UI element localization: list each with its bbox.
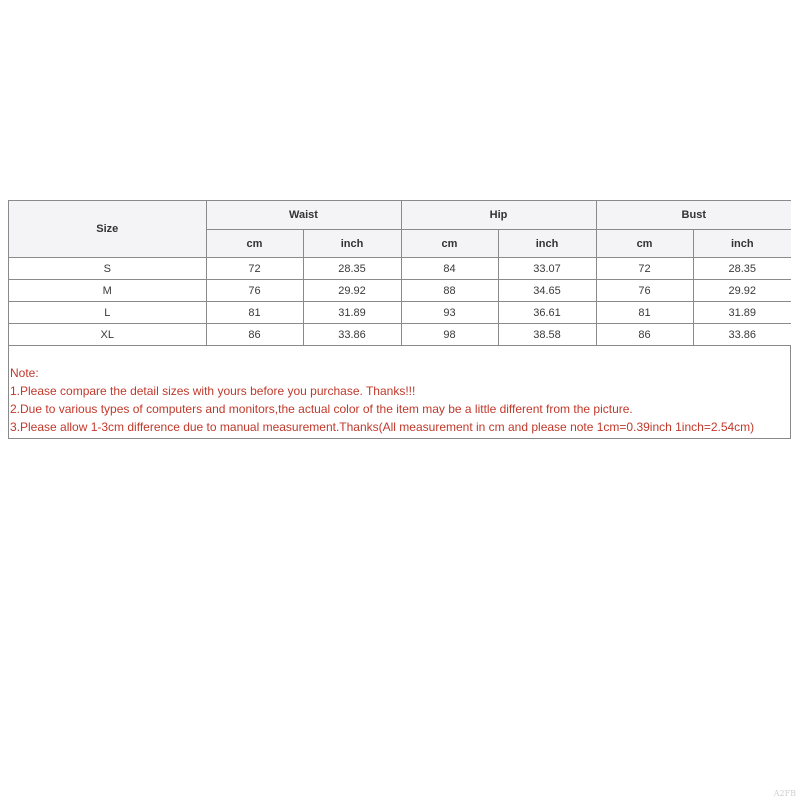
size-column-header: Size xyxy=(9,201,206,258)
table-row xyxy=(9,324,791,346)
waist-inch-cell: 31.89 xyxy=(303,302,401,324)
size-cell: L xyxy=(9,302,206,324)
bust-cm-header: cm xyxy=(596,230,693,258)
bust-inch-cell: 29.92 xyxy=(693,280,791,302)
hip-cm-header: cm xyxy=(401,230,498,258)
table-row xyxy=(9,258,791,280)
bust-header: Bust xyxy=(596,201,791,230)
hip-cm-cell: 98 xyxy=(401,324,498,346)
table-row xyxy=(9,302,791,324)
hip-inch-cell: 33.07 xyxy=(498,258,596,280)
watermark: A2FB xyxy=(773,789,796,798)
bust-cm-cell: 81 xyxy=(596,302,693,324)
note-line: 3.Please allow 1-3cm difference due to manual measurement.Thanks(All measurement in cm and please note 1cm=0.39inch 1inch=2.54cm) xyxy=(10,420,755,434)
hip-inch-header: inch xyxy=(498,230,596,258)
hip-header: Hip xyxy=(401,201,596,230)
waist-inch-header: inch xyxy=(303,230,401,258)
notes-title: Note: xyxy=(10,366,39,380)
waist-inch-cell: 28.35 xyxy=(303,258,401,280)
waist-header: Waist xyxy=(206,201,401,230)
size-table xyxy=(9,201,791,346)
bust-inch-cell: 31.89 xyxy=(693,302,791,324)
bust-inch-cell: 33.86 xyxy=(693,324,791,346)
hip-cm-cell: 88 xyxy=(401,280,498,302)
size-cell: XL xyxy=(9,324,206,346)
bust-cm-cell: 76 xyxy=(596,280,693,302)
size-chart xyxy=(8,200,791,439)
waist-cm-header: cm xyxy=(206,230,303,258)
notes-section xyxy=(9,346,790,438)
size-cell: M xyxy=(9,280,206,302)
bust-inch-header: inch xyxy=(693,230,791,258)
size-cell: S xyxy=(9,258,206,280)
hip-inch-cell: 36.61 xyxy=(498,302,596,324)
hip-inch-cell: 34.65 xyxy=(498,280,596,302)
waist-cm-cell: 81 xyxy=(206,302,303,324)
note-line: 1.Please compare the detail sizes with yours before you purchase. Thanks!!! xyxy=(10,384,416,398)
hip-cm-cell: 84 xyxy=(401,258,498,280)
waist-cm-cell: 76 xyxy=(206,280,303,302)
bust-cm-cell: 86 xyxy=(596,324,693,346)
bust-inch-cell: 28.35 xyxy=(693,258,791,280)
note-line: 2.Due to various types of computers and monitors,the actual color of the item may be a little different from the picture. xyxy=(10,402,633,416)
hip-cm-cell: 93 xyxy=(401,302,498,324)
bust-cm-cell: 72 xyxy=(596,258,693,280)
table-row xyxy=(9,280,791,302)
waist-inch-cell: 29.92 xyxy=(303,280,401,302)
hip-inch-cell: 38.58 xyxy=(498,324,596,346)
waist-cm-cell: 86 xyxy=(206,324,303,346)
waist-cm-cell: 72 xyxy=(206,258,303,280)
waist-inch-cell: 33.86 xyxy=(303,324,401,346)
